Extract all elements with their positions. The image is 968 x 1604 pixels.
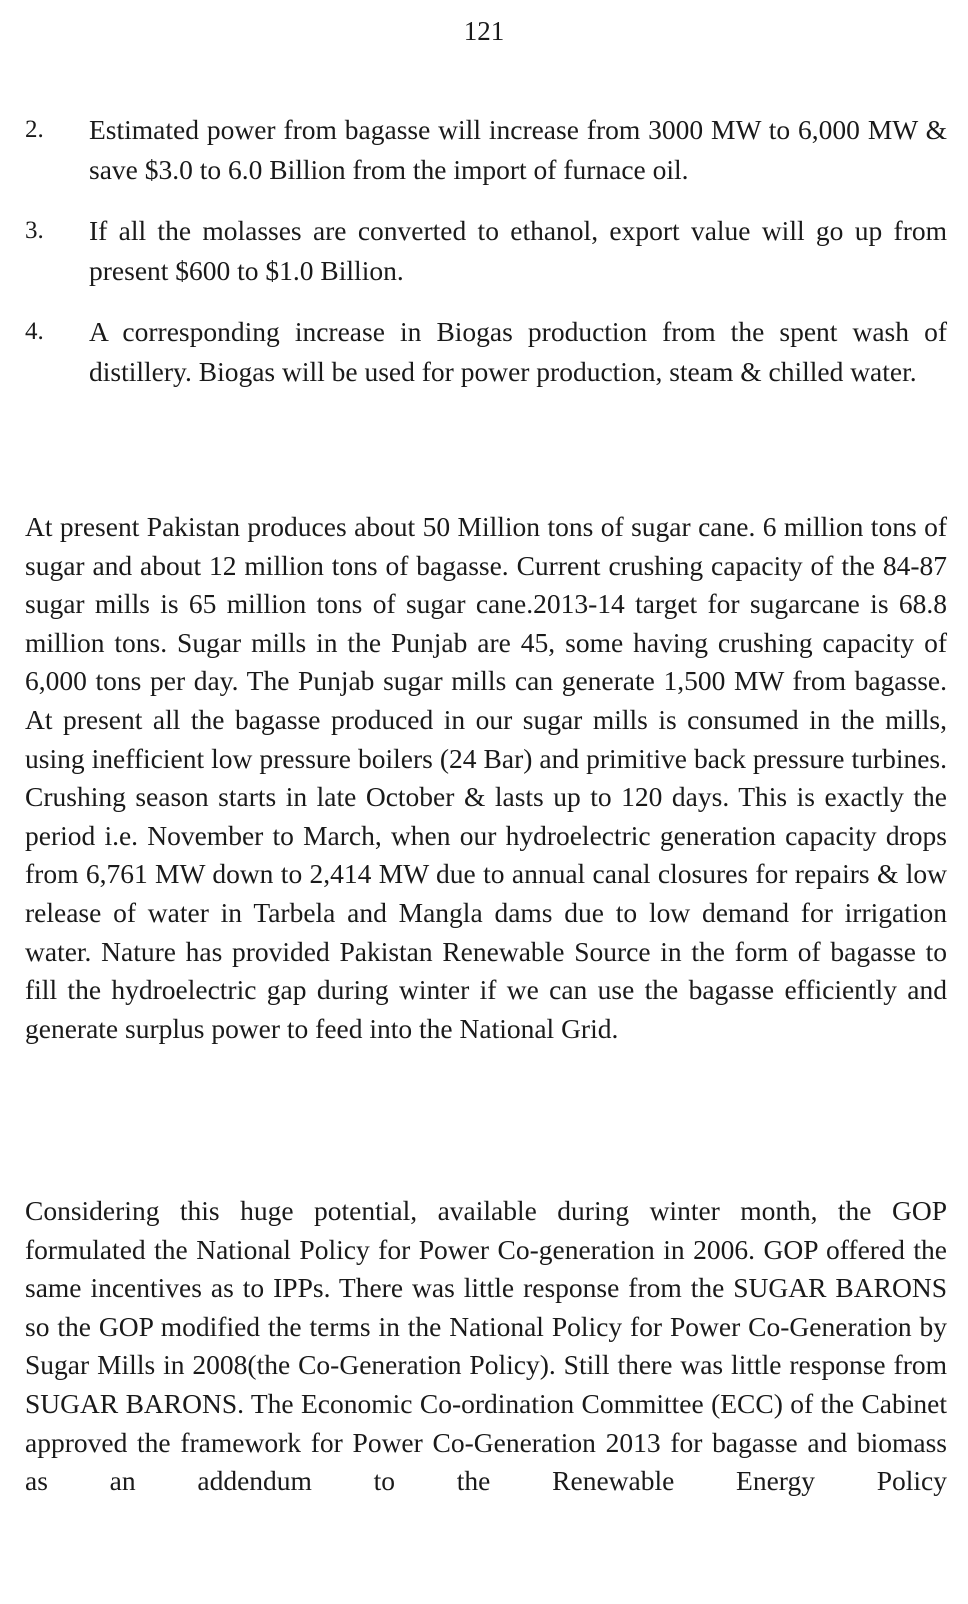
list-item-text: A corresponding increase in Biogas production from the spent wash of distillery. Biogas will be used for power production, steam & chilled water. — [89, 316, 947, 387]
list-item-number: 4. — [25, 318, 44, 345]
page-number: 121 — [463, 16, 505, 46]
body-paragraph: Considering this huge potential, available during winter month, the GOP formulated the National Policy for Power Co-generation in 2006. GOP offered the same incentives as to IPPs. There was little response from the SUGAR BARONS so the GOP modified the terms in the National Policy for Power Co-Generation by Sugar Mills in 2008(the Co-Generation Policy). Still there was little response from SUGAR BARONS. The Economic Co-ordination Committee (ECC) of the Cabinet approved the framework for Power Co-Generation 2013 for bagasse and biomass as an addendum to the Renewable Energy Policy — [25, 1195, 947, 1497]
list-item-number: 3. — [25, 217, 44, 244]
body-paragraph: At present Pakistan produces about 50 Million tons of sugar cane. 6 million tons of sugar and about 12 million tons of bagasse. Current crushing capacity of the 84-87 sugar mills is 65 million tons of sugar cane.2013-14 target for sugarcane is 68.8 million tons. Sugar mills in the Punjab are 45, some having crushing capacity of 6,000 tons per day. The Punjab sugar mills can generate 1,500 MW from bagasse. At present all the bagasse produced in our sugar mills is consumed in the mills, using inefficient low pressure boilers (24 Bar) and primitive back pressure turbines. Crushing season starts in late October & lasts up to 120 days. This is exactly the period i.e. November to March, when our hydroelectric generation capacity drops from 6,761 MW down to 2,414 MW due to annual canal closures for repairs & low release of water in Tarbela and Mangla dams due to low demand for irrigation water. Nature has provided Pakistan Renewable Source in the form of bagasse to fill the hydroelectric gap during winter if we can use the bagasse efficiently and generate surplus power to feed into the National Grid. — [25, 511, 947, 1044]
list-item-text: If all the molasses are converted to ethanol, export value will go up from present $600 to $1.0 Billion. — [89, 215, 947, 286]
list-item — [25, 110, 947, 189]
list-item — [25, 312, 947, 391]
list-item-text: Estimated power from bagasse will increase from 3000 MW to 6,000 MW & save $3.0 to 6.0 Billion from the import of furnace oil. — [89, 114, 947, 185]
list-item-number: 2. — [25, 116, 44, 143]
numbered-list — [25, 110, 947, 413]
list-item — [25, 211, 947, 290]
